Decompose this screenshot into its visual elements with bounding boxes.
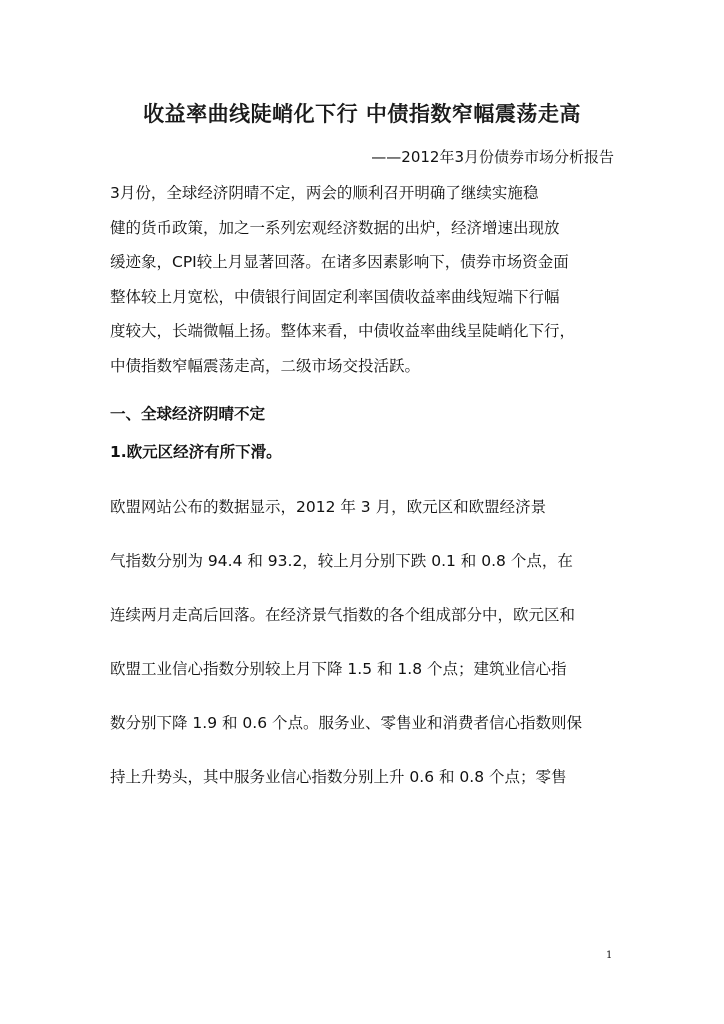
intro-line: 缓迹象，CPI较上月显著回落。在诸多因素影响下，债券市场资金面: [110, 253, 569, 271]
intro-line: 3月份，全球经济阴晴不定，两会的顺利召开明确了继续实施稳: [110, 184, 539, 202]
body-line: 数分别下降 1.9 和 0.6 个点。服务业、零售业和消费者信心指数则保: [110, 714, 583, 732]
body-line: 气指数分别为 94.4 和 93.2，较上月分别下跌 0.1 和 0.8 个点，在: [110, 552, 573, 570]
body-paragraph: [110, 480, 615, 804]
body-line: 欧盟工业信心指数分别较上月下降 1.5 和 1.8 个点；建筑业信心指: [110, 660, 567, 678]
subsection-heading: 1.欧元区经济有所下滑。: [110, 443, 282, 461]
intro-line: 中债指数窄幅震荡走高，二级市场交投活跃。: [110, 356, 421, 375]
report-title: 收益率曲线陡峭化下行 中债指数窄幅震荡走高: [143, 102, 581, 126]
intro-line: 健的货币政策，加之一系列宏观经济数据的出炉，经济增速出现放: [110, 218, 560, 237]
section-heading: 一、全球经济阴晴不定: [110, 405, 266, 423]
page-number: 1: [606, 950, 613, 961]
intro-paragraph: [110, 176, 615, 383]
body-line: 欧盟网站公布的数据显示，2012 年 3 月，欧元区和欧盟经济景: [110, 498, 547, 516]
intro-line: 整体较上月宽松，中债银行间固定利率国债收益率曲线短端下行幅: [110, 287, 560, 306]
body-line: 连续两月走高后回落。在经济景气指数的各个组成部分中，欧元区和: [110, 606, 576, 624]
report-subtitle: ——2012年3月份债券市场分析报告: [371, 148, 614, 166]
body-line: 持上升势头，其中服务业信心指数分别上升 0.6 和 0.8 个点；零售: [110, 768, 567, 786]
intro-line: 度较大，长端微幅上扬。整体来看，中债收益率曲线呈陡峭化下行，: [110, 322, 576, 340]
